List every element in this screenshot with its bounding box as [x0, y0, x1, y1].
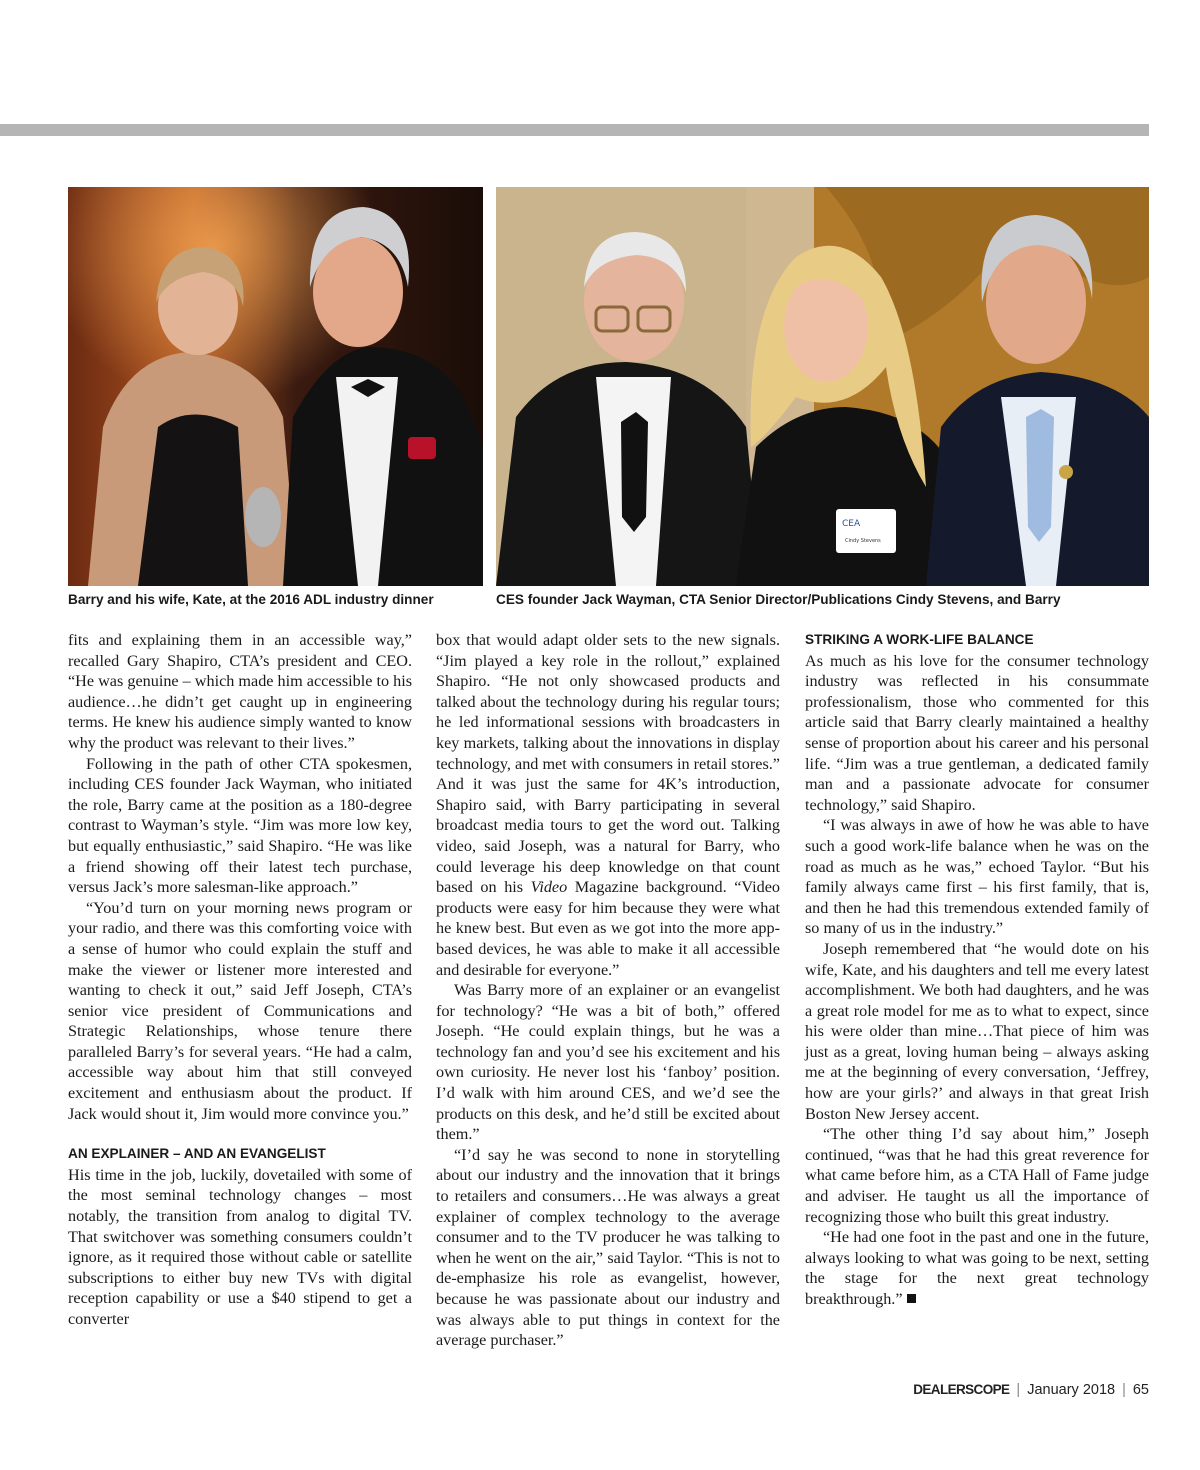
paragraph: “The other thing I’d say about him,” Joseph continued, “was that he had this great reverence for what came before him, as a CTA Hall of Fame judge and adviser. He taught us all the importance of recognizing those who built this great industry.	[805, 1125, 1149, 1226]
footer-separator: |	[1122, 1382, 1126, 1398]
paragraph	[805, 1227, 1149, 1309]
paragraph: “You’d turn on your morning news program or your radio, and there was this comforting voice with a sense of humor who could explain the stuff and make the viewer or listener more interested and wanting to check it out,” said Jeff Joseph, CTA’s senior vice president of Communications and Strategic Relationships, whose tenure there paralleled Barry’s for several years. “He had a calm, accessible way about him that still conveyed excitement and enthusiasm about the product. If Jack would shout it, Jim would more convince you.”	[68, 898, 412, 1123]
paragraph: “I’d say he was second to none in storytelling about our industry and the innovation that it brings to retailers and consumers…He was always a great explainer of complex technology to the average consumer and to the TV producer he was talking to when he went on the air,” said Taylor. “This is not to de-emphasize his role as evangelist, however, because he was passionate about our industry and was always able to put things in context for the average purchaser.”	[436, 1145, 780, 1350]
caption-photo-right: CES founder Jack Wayman, CTA Senior Director/Publications Cindy Stevens, and Barry	[496, 592, 1061, 607]
paragraph: As much as his love for the consumer technology industry was reflected in his consummate professionalism, those who commented for this article said that Barry clearly maintained a healthy sense of proportion about his career and his personal life. “Jim was a true gentleman, a dedicated family man and a passionate advocate for consumer technology,” said Shapiro.	[805, 651, 1149, 814]
paragraph: His time in the job, luckily, dovetailed with some of the most seminal technology changes – most notably, the transition from analog to digital TV. That switchover was something consumers couldn’t ignore, as it required those without cable or satellite subscriptions to either buy new TVs with digital reception capability or use a $40 stipend to get a converter	[68, 1165, 412, 1328]
article-column-1	[68, 630, 412, 1330]
footer-separator: |	[1016, 1382, 1021, 1398]
paragraph-text: “He had one foot in the past and one in the future, always looking to what was going to be next, setting the stage for the next great technology breakthrough.”	[805, 1228, 1149, 1308]
paragraph	[436, 630, 780, 980]
magazine-brand: DEALERSCOPE	[913, 1382, 1010, 1397]
caption-photo-left: Barry and his wife, Kate, at the 2016 ADL industry dinner	[68, 592, 434, 607]
paragraph: Joseph remembered that “he would dote on his wife, Kate, and his daughters and tell me every latest accomplishment. We both had daughters, and he was a great role model for me as to what to expect, since his were older than mine…That piece of him was just as a great, loving human being – always asking me at the beginning of every conversation, ‘Jeffrey, how are your girls?’ and always in that great Irish Boston New Jersey accent.	[805, 939, 1149, 1123]
paragraph: fits and explaining them in an accessible way,” recalled Gary Shapiro, CTA’s president and CEO. “He was genuine – which made him accessible to his audience…he didn’t get caught up in engineering terms. He knew his audience simply wanted to know why the product was relevant to their lives.”	[68, 631, 412, 752]
paragraph: “I was always in awe of how he was able to have such a good work-life balance when he was on the road as much as he was,” echoed Taylor. “But his family always came first – his first family, that is, and then he had this tremendous extended family of so many of us in the industry.”	[805, 816, 1149, 938]
section-heading-explainer: AN EXPLAINER – AND AN EVANGELIST	[68, 1146, 326, 1162]
article-column-3	[805, 630, 1149, 1310]
paragraph-text: box that would adapt older sets to the new signals. “Jim played a key role in the rollout,” explained Shapiro. “He not only showcased products and talked about the technology during his regular tours; he led informational sessions with broadcasters in key markets, talking about the innovations in display technology, and met with consumers in retail stores.” And it was just the same for 4K’s introduction, Shapiro said, with Barry participating in several broadcast media tours to get the word out. Talking video, said Joseph, was a natural for Barry, who could leverage his deep knowledge on that count based on his	[436, 631, 780, 897]
paragraph: Was Barry more of an explainer or an evangelist for technology? “He was a bit of both,” offered Joseph. “He could explain things, but he was a technology fan and you’d see his excitement and his own curiosity. He never lost his ‘fanboy’ position. I’d walk with him around CES, and we’d see the products on this desk, and he’d still be excited about them.”	[436, 981, 780, 1144]
badge-name-text: Cindy Stevens	[845, 538, 881, 544]
photo-wayman-stevens-barry	[496, 187, 1149, 586]
paragraph-text: Magazine background. “Video products were easy for him because they were what he knew best. But even as we got into the more app-based devices, he was able to make it all accessible and desirable for everyone.”	[436, 878, 780, 979]
article-column-2	[436, 630, 780, 1351]
magazine-title: Video	[530, 878, 568, 897]
photo-barry-and-kate	[68, 187, 483, 586]
page-footer	[913, 1382, 1149, 1398]
page-number: 65	[1132, 1382, 1149, 1398]
top-rule	[0, 124, 1149, 136]
end-mark-icon	[907, 1294, 916, 1303]
issue-date: January 2018	[1027, 1382, 1116, 1398]
paragraph: Following in the path of other CTA spokesmen, including CES founder Jack Wayman, who initiated the role, Barry came at the position as a 180-degree contrast to Wayman’s style. “Jim was more low key, but equally enthusiastic,” said Shapiro. “He was like a friend showing off their latest tech purchase, versus Jack’s more salesman-like approach.”	[68, 754, 412, 897]
section-heading-work-life: STRIKING A WORK-LIFE BALANCE	[805, 632, 1034, 647]
badge-logo-text: CEA	[842, 519, 861, 529]
